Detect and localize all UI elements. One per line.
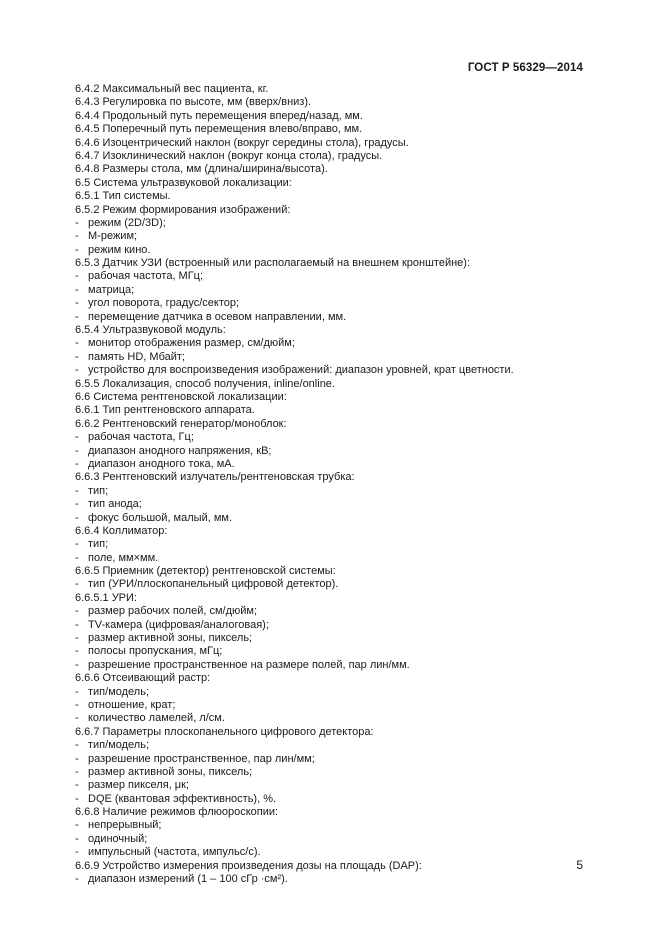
bullet-dash: -: [75, 350, 79, 363]
line-text: разрешение пространственное на размере полей, пар лин/мм.: [88, 658, 410, 671]
line-text: количество ламелей, л/см.: [88, 712, 225, 725]
line-text: 6.6.5.1 УРИ:: [75, 591, 137, 604]
bullet-dash: -: [75, 873, 79, 886]
line-text: размер активной зоны, пиксель;: [88, 632, 253, 645]
bullet-dash: -: [75, 498, 79, 511]
bullet-dash: -: [75, 297, 79, 310]
line-text: одиночный;: [88, 832, 148, 845]
section-line: [75, 83, 595, 96]
bullet-dash: -: [75, 698, 79, 711]
section-line: [75, 257, 595, 270]
list-item: [75, 351, 595, 364]
bullet-dash: -: [75, 739, 79, 752]
list-item: [75, 244, 595, 257]
line-text: 6.5.2 Режим формирования изображений:: [75, 203, 291, 216]
section-line: [75, 592, 595, 605]
bullet-dash: -: [75, 444, 79, 457]
list-item: [75, 297, 595, 310]
section-line: [75, 525, 595, 538]
standard-header: ГОСТ Р 56329—2014: [467, 62, 583, 74]
line-text: тип (УРИ/плоскопанельный цифровой детектор).: [88, 578, 339, 591]
line-text: рабочая частота, МГц;: [88, 270, 204, 283]
bullet-dash: -: [75, 658, 79, 671]
list-item: [75, 578, 595, 591]
line-text: 6.4.6 Изоцентрический наклон (вокруг середины стола), градусы.: [75, 136, 409, 149]
bullet-dash: -: [75, 832, 79, 845]
section-line: [75, 150, 595, 163]
list-item: [75, 846, 595, 859]
line-text: 6.6.5 Приемник (детектор) рентгеновской системы:: [75, 565, 336, 578]
list-item: [75, 793, 595, 806]
line-text: разрешение пространственное, пар лин/мм;: [88, 752, 315, 765]
line-text: 6.6.2 Рентгеновский генератор/моноблок:: [75, 417, 287, 430]
section-line: [75, 726, 595, 739]
section-line: [75, 123, 595, 136]
section-line: [75, 190, 595, 203]
bullet-dash: -: [75, 431, 79, 444]
line-text: M-режим;: [88, 230, 138, 243]
bullet-dash: -: [75, 484, 79, 497]
bullet-dash: -: [75, 632, 79, 645]
line-text: 6.5.5 Локализация, способ получения, inline/online.: [75, 377, 335, 390]
page-number: 5: [576, 858, 583, 872]
list-item: [75, 311, 595, 324]
list-item: [75, 284, 595, 297]
section-line: [75, 806, 595, 819]
list-item: [75, 230, 595, 243]
section-line: [75, 177, 595, 190]
line-text: 6.6.3 Рентгеновский излучатель/рентгеновская трубка:: [75, 471, 355, 484]
section-line: [75, 565, 595, 578]
list-item: [75, 819, 595, 832]
list-item: [75, 552, 595, 565]
bullet-dash: -: [75, 538, 79, 551]
line-text: 6.5.3 Датчик УЗИ (встроенный или располагаемый на внешнем кронштейне):: [75, 257, 471, 270]
line-text: рабочая частота, Гц;: [88, 431, 194, 444]
list-item: [75, 833, 595, 846]
list-item: [75, 739, 595, 752]
line-text: монитор отображения размер, см/дюйм;: [88, 337, 295, 350]
bullet-dash: -: [75, 551, 79, 564]
bullet-dash: -: [75, 752, 79, 765]
line-text: DQE (квантовая эффективность), %.: [88, 792, 277, 805]
bullet-dash: -: [75, 779, 79, 792]
list-item: [75, 270, 595, 283]
section-line: [75, 391, 595, 404]
bullet-dash: -: [75, 310, 79, 323]
section-line: [75, 324, 595, 337]
line-text: матрица;: [88, 283, 135, 296]
line-text: 6.4.7 Изоклинический наклон (вокруг конца стола), градусы.: [75, 149, 383, 162]
bullet-dash: -: [75, 765, 79, 778]
list-item: [75, 753, 595, 766]
line-text: TV-камера (цифровая/аналоговая);: [88, 618, 269, 631]
line-text: поле, мм×мм.: [88, 551, 159, 564]
bullet-dash: -: [75, 457, 79, 470]
line-text: 6.6.1 Тип рентгеновского аппарата.: [75, 404, 255, 417]
line-text: 6.4.8 Размеры стола, мм (длина/ширина/высота).: [75, 163, 328, 176]
bullet-dash: -: [75, 243, 79, 256]
line-text: тип;: [88, 538, 109, 551]
bullet-dash: -: [75, 792, 79, 805]
list-item: [75, 485, 595, 498]
line-text: 6.5.4 Ультразвуковой модуль:: [75, 324, 226, 337]
section-line: [75, 404, 595, 417]
line-text: 6.6.8 Наличие режимов флюороскопии:: [75, 806, 279, 819]
bullet-dash: -: [75, 605, 79, 618]
line-text: устройство для воспроизведения изображений: диапазон уровней, крат цветности.: [88, 364, 514, 377]
bullet-dash: -: [75, 846, 79, 859]
section-line: [75, 471, 595, 484]
list-item: [75, 431, 595, 444]
line-text: непрерывный;: [88, 819, 162, 832]
section-line: [75, 418, 595, 431]
line-text: размер пикселя, μк;: [88, 779, 189, 792]
section-line: [75, 378, 595, 391]
list-item: [75, 512, 595, 525]
line-text: 6.4.2 Максимальный вес пациента, кг.: [75, 83, 269, 95]
section-line: [75, 860, 595, 873]
bullet-dash: -: [75, 283, 79, 296]
line-text: режим (2D/3D);: [88, 216, 166, 229]
bullet-dash: -: [75, 578, 79, 591]
line-text: диапазон анодного тока, мА.: [88, 457, 235, 470]
document-body: [75, 83, 595, 886]
line-text: 6.6.6 Отсеивающий растр:: [75, 672, 211, 685]
bullet-dash: -: [75, 337, 79, 350]
bullet-dash: -: [75, 685, 79, 698]
line-text: отношение, крат;: [88, 698, 176, 711]
bullet-dash: -: [75, 819, 79, 832]
list-item: [75, 458, 595, 471]
list-item: [75, 364, 595, 377]
section-line: [75, 96, 595, 109]
line-text: 6.4.4 Продольный путь перемещения вперед/назад, мм.: [75, 109, 363, 122]
list-item: [75, 498, 595, 511]
list-item: [75, 538, 595, 551]
list-item: [75, 686, 595, 699]
line-text: 6.6.9 Устройство измерения произведения дозы на площадь (DAP):: [75, 859, 422, 872]
line-text: диапазон измерений (1 – 100 сГр ·см²).: [88, 873, 288, 886]
list-item: [75, 645, 595, 658]
bullet-dash: -: [75, 216, 79, 229]
bullet-dash: -: [75, 712, 79, 725]
bullet-dash: -: [75, 618, 79, 631]
line-text: тип;: [88, 484, 109, 497]
list-item: [75, 632, 595, 645]
bullet-dash: -: [75, 270, 79, 283]
list-item: [75, 699, 595, 712]
bullet-dash: -: [75, 230, 79, 243]
list-item: [75, 619, 595, 632]
line-text: тип/модель;: [88, 739, 150, 752]
line-text: 6.4.3 Регулировка по высоте, мм (вверх/вниз).: [75, 96, 312, 109]
list-item: [75, 605, 595, 618]
line-text: режим кино.: [88, 243, 151, 256]
list-item: [75, 659, 595, 672]
bullet-dash: -: [75, 364, 79, 377]
section-line: [75, 204, 595, 217]
line-text: угол поворота, градус/сектор;: [88, 297, 240, 310]
line-text: память HD, Мбайт;: [88, 350, 185, 363]
section-line: [75, 672, 595, 685]
line-text: 6.6 Система рентгеновской локализации:: [75, 390, 287, 403]
line-text: размер рабочих полей, см/дюйм;: [88, 605, 258, 618]
line-text: диапазон анодного напряжения, кВ;: [88, 444, 272, 457]
bullet-dash: -: [75, 511, 79, 524]
section-line: [75, 110, 595, 123]
list-item: [75, 873, 595, 886]
line-text: размер активной зоны, пиксель;: [88, 765, 253, 778]
list-item: [75, 445, 595, 458]
line-text: 6.4.5 Поперечный путь перемещения влево/вправо, мм.: [75, 123, 363, 136]
list-item: [75, 766, 595, 779]
line-text: перемещение датчика в осевом направлении, мм.: [88, 310, 347, 323]
list-item: [75, 337, 595, 350]
section-line: [75, 163, 595, 176]
line-text: 6.5 Система ультразвуковой локализации:: [75, 176, 292, 189]
line-text: полосы пропускания, мГц;: [88, 645, 223, 658]
bullet-dash: -: [75, 645, 79, 658]
line-text: 6.6.7 Параметры плоскопанельного цифрового детектора:: [75, 725, 374, 738]
line-text: тип/модель;: [88, 685, 150, 698]
list-item: [75, 779, 595, 792]
line-text: фокус большой, малый, мм.: [88, 511, 233, 524]
list-item: [75, 712, 595, 725]
section-line: [75, 137, 595, 150]
line-text: тип анода;: [88, 498, 142, 511]
line-text: 6.5.1 Тип системы.: [75, 190, 171, 203]
line-text: 6.6.4 Коллиматор:: [75, 524, 168, 537]
line-text: импульсный (частота, импульс/с).: [88, 846, 261, 859]
list-item: [75, 217, 595, 230]
